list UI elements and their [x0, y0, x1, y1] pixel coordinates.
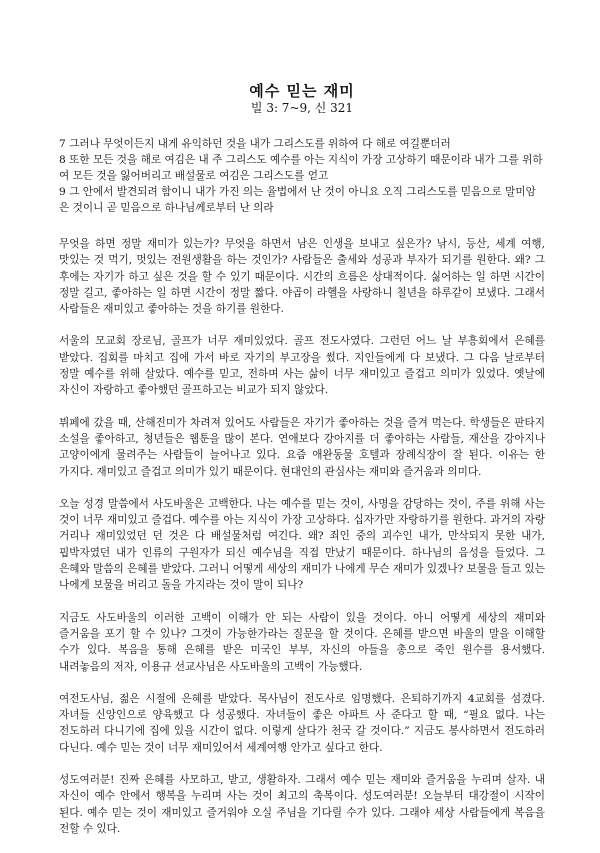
body-paragraph: 무엇을 하면 정말 재미가 있는가? 무엇을 하면서 남은 인생을 보내고 싶은가? 낚시, 등산, 세계 여행, 맛있는 것 먹기, 멋있는 전원생활을 하는 것인가? 사람들은 출세와 성공과 부자가 되기를 원한다. 왜? 그 후에는 자기가 하고 싶은 것을 할 수 있기 때문이다. 시간의 흐름은 상대적이다. 싫어하는 일 하면 시간이 정말 길고, 좋아하는 일 하면 시간이 정말 짧다. 야곱이 라헬을 사랑하니 칠년을 하루같이 보냈다. 그래서 사람들은 재미있고 좋아하는 것을 하기를 원한다.	[59, 238, 545, 316]
body-paragraph: 오늘 성경 말씀에서 사도바울은 고백한다. 나는 예수를 믿는 것이, 사명을 감당하는 것이, 주를 위해 사는 것이 너무 재미있고 즐겁다. 예수를 아는 지식이 가장 고상하다. 십자가만 자랑하기를 원한다. 과거의 자랑 거리나 재미있었던 던 것은 다 배설물처럼 여긴다. 왜? 죄인 중의 괴수인 내가, 만삭되지 못한 내가, 핍박자였던 내가 인류의 구원자가 되신 예수님을 직접 만났기 때문이다. 하나님의 음성을 들었다. 그 은혜와 말씀의 은혜를 받았다. 그러니 어떻게 세상의 재미가 나에게 무슨 재미가 있겠나? 보물을 들고 있는 나에게 보물을 버리고 돌을 가지라는 것이 말이 되나?	[59, 497, 545, 592]
verse-line: 7 그러나 무엇이든지 내게 유익하던 것을 내가 그리스도를 위하여 다 해로 여길뿐더러	[59, 138, 451, 150]
verse-line: 9 그 안에서 발견되려 함이니 내가 가진 의는 율법에서 난 것이 아니요 오직 그리스도를 믿음으로 말미암은 것이니 곧 믿음으로 하나님께로부터 난 의라	[59, 186, 536, 214]
body-paragraph: 여전도사님, 젊은 시절에 은혜를 받았다. 목사님이 전도사로 임명했다. 은퇴하기까지 4교회를 섬겼다. 자녀들 신앙인으로 양육했고 다 성공했다. 자녀들이 좋은 아파트 사 준다고 할 때, “필요 없다. 나는 전도하러 다니기에 집에 있을 시간이 없다. 이렇게 살다가 천국 갈 것이다.” 지금도 봉사하면서 전도하러 다닌다. 예수 믿는 것이 너무 재미있어서 세계여행 안가고 싶다고 한다.	[59, 692, 545, 754]
document-page	[59, 82, 545, 853]
scripture-verses	[59, 136, 545, 216]
sermon-title: 예수 믿는 재미	[249, 82, 355, 100]
verse-line: 8 또한 모든 것을 해로 여김은 내 주 그리스도 예수를 아는 지식이 가장 고상하기 때문이라 내가 그를 위하여 모든 것을 잃어버리고 배설물로 여김은 그리스도를 얻고	[59, 154, 543, 182]
sermon-body	[59, 236, 545, 837]
body-paragraph: 뷔페에 갔을 때, 산해진미가 차려져 있어도 사람들은 자기가 좋아하는 것을 즐겨 먹는다. 학생들은 판타지 소설을 좋아하고, 청년들은 웹툰을 많이 본다. 연애보다 강아지를 더 좋아하는 사람들, 재산을 강아지나 고양이에게 물려주는 사람들이 늘어나고 있다. 요즘 애완동물 호텔과 장례식장이 잘 된다. 이유는 한 가지다. 재미있고 즐겁고 의미가 있기 때문이다. 현대인의 관심사는 재미와 즐거움과 의미다.	[59, 416, 545, 478]
body-paragraph: 지금도 사도바울의 이러한 고백이 이해가 안 되는 사람이 있을 것이다. 아니 어떻게 세상의 재미와 즐거움을 포기 할 수 있나? 그것이 가능한가라는 질문을 할 것이다. 은혜를 받으면 바울의 말을 이해할 수가 있다. 복음을 통해 은혜를 받은 미국인 부부, 자신의 아들을 총으로 죽인 원수를 용서했다. 내려놓음의 저자, 이용규 선교사님은 사도바울의 고백이 가능했다.	[59, 611, 545, 673]
body-paragraph: 성도여러분! 진짜 은혜를 사모하고, 받고, 생활하자. 그래서 예수 믿는 재미와 즐거움을 누리며 살자. 내 자신이 예수 안에서 행복을 누리며 사는 것이 최고의 축복이다. 성도여러분! 오늘부터 대강절이 시작이 된다. 예수 믿는 것이 재미있고 즐거워야 오실 주님을 기다릴 수가 있다. 그래야 세상 사람들에게 복음을 전할 수 있다.	[59, 774, 545, 835]
body-paragraph: 서울의 모교회 장로님, 골프가 너무 재미있었다. 골프 전도사였다. 그런던 어느 날 부흥회에서 은혜를 받았다. 집회를 마치고 집에 가서 바로 자기의 부고장을 썼다. 지인들에게 다 보냈다. 그 다음 날로부터 정말 예수를 위해 살았다. 예수를 믿고, 전하며 사는 삶이 너무 재미있고 즐겁고 의미가 있었다. 옛날에 자신이 자랑하고 좋아했던 골프하고는 비교가 되지 않았다.	[59, 335, 545, 397]
scripture-reference: 빌 3: 7~9, 신 321	[250, 101, 354, 115]
